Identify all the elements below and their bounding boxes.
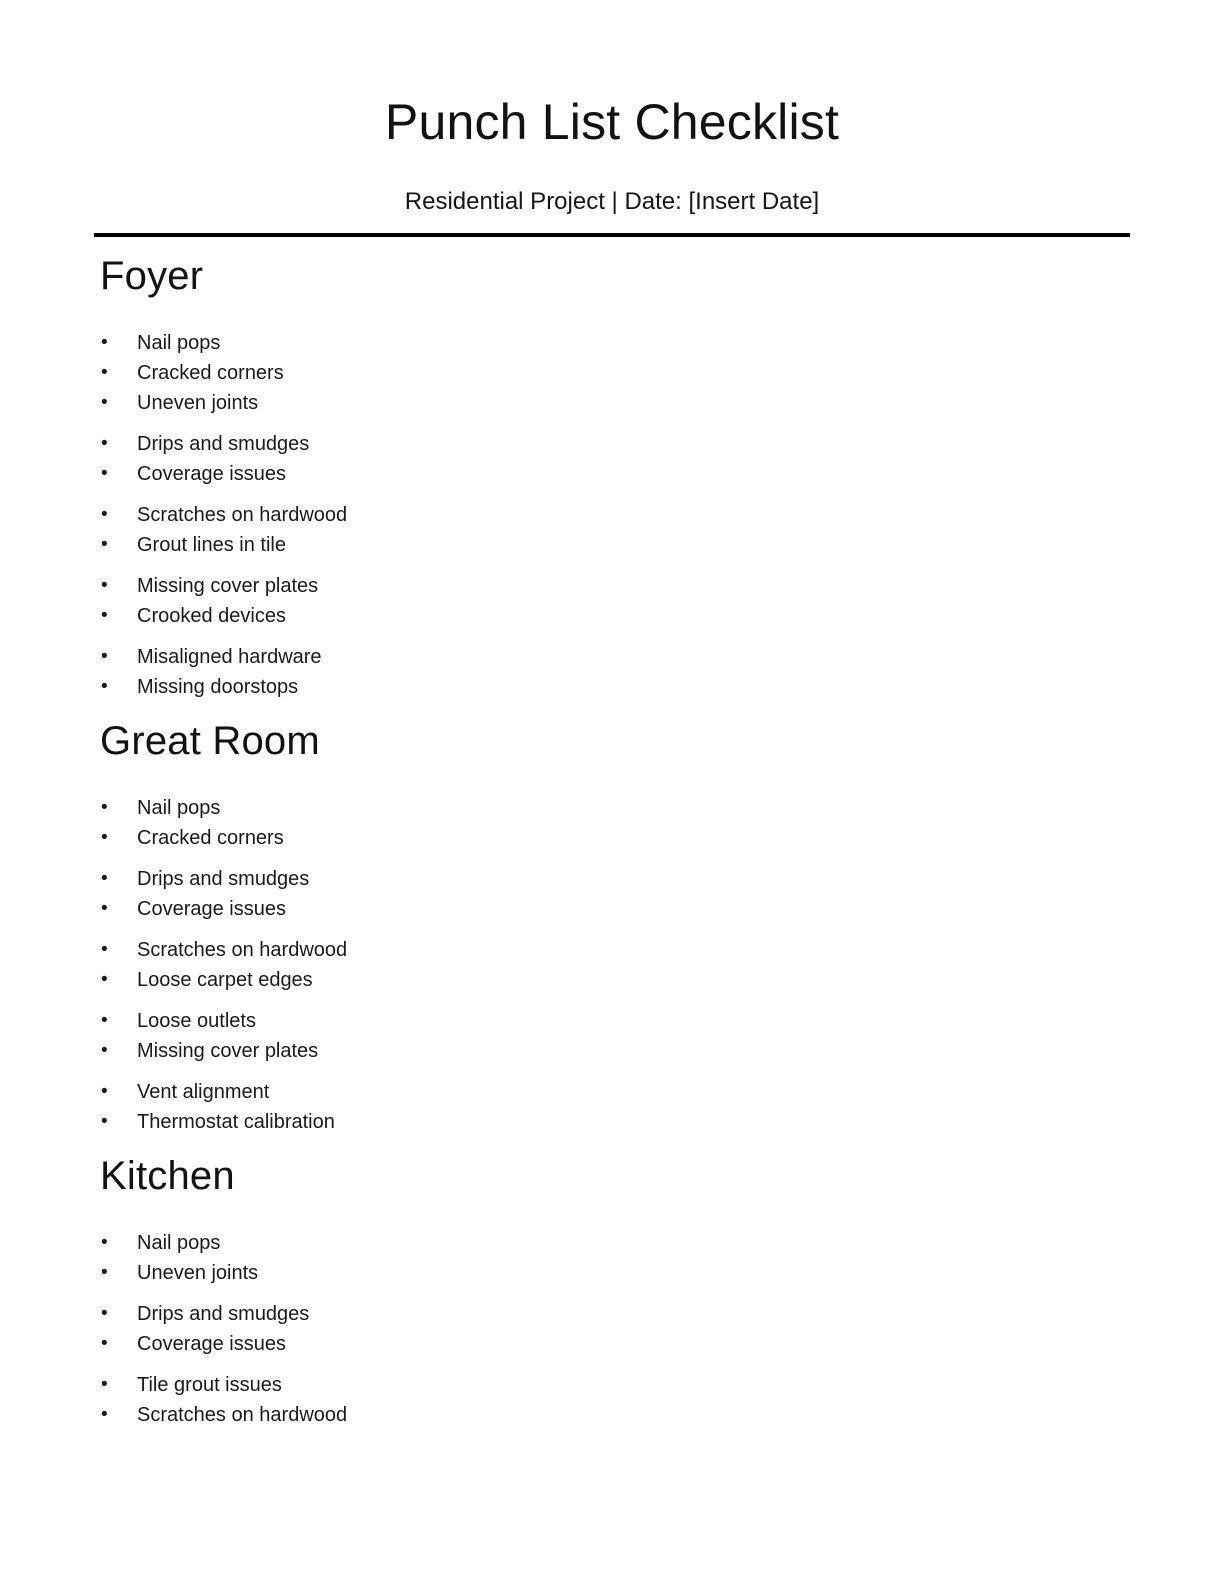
bullet-icon: •: [101, 939, 108, 960]
bullet-icon: •: [101, 392, 108, 413]
checklist-item-label: Coverage issues: [137, 898, 286, 920]
checklist-group: [100, 500, 1124, 560]
checklist-item: [100, 459, 1124, 489]
bullet-icon: •: [101, 1404, 108, 1425]
checklist-item: [100, 328, 1124, 358]
bullet-icon: •: [101, 504, 108, 525]
checklist-item-label: Cracked corners: [137, 362, 284, 384]
bullet-icon: •: [101, 1232, 108, 1253]
checklist-item: [100, 429, 1124, 459]
bullet-icon: •: [101, 868, 108, 889]
bullet-icon: •: [101, 1303, 108, 1324]
document-body: [100, 252, 1124, 1430]
page-title: Punch List Checklist: [384, 94, 840, 150]
checklist-item: [100, 672, 1124, 702]
checklist-group: [100, 864, 1124, 924]
checklist-item-label: Nail pops: [137, 1232, 221, 1254]
section: [100, 252, 1124, 702]
section-heading-foyer: Foyer: [100, 254, 204, 298]
checklist-item: [100, 965, 1124, 995]
bullet-icon: •: [101, 463, 108, 484]
checklist-item-label: Uneven joints: [137, 1262, 259, 1284]
section: [100, 1152, 1124, 1430]
checklist-item-label: Missing cover plates: [137, 575, 319, 597]
checklist-item: [100, 571, 1124, 601]
section-groups: [100, 793, 1124, 1137]
checklist-item: [100, 601, 1124, 631]
checklist-group: [100, 1299, 1124, 1359]
checklist-item-label: Thermostat calibration: [137, 1111, 335, 1133]
checklist-item: [100, 1329, 1124, 1359]
checklist-item: [100, 358, 1124, 388]
checklist-item-label: Nail pops: [137, 797, 221, 819]
checklist-item: [100, 823, 1124, 853]
checklist-item: [100, 500, 1124, 530]
checklist-item: [100, 1370, 1124, 1400]
checklist-item-label: Loose carpet edges: [137, 969, 313, 991]
bullet-icon: •: [101, 534, 108, 555]
checklist-group: [100, 793, 1124, 853]
checklist-item: [100, 388, 1124, 418]
bullet-icon: •: [101, 797, 108, 818]
bullet-icon: •: [101, 332, 108, 353]
checklist-item-label: Scratches on hardwood: [137, 504, 348, 526]
bullet-icon: •: [101, 1262, 108, 1283]
checklist-item-label: Misaligned hardware: [137, 646, 322, 668]
bullet-icon: •: [101, 605, 108, 626]
checklist-group: [100, 642, 1124, 702]
bullet-icon: •: [101, 898, 108, 919]
checklist-item-label: Missing doorstops: [137, 676, 299, 698]
bullet-icon: •: [101, 362, 108, 383]
checklist-item: [100, 1228, 1124, 1258]
bullet-icon: •: [101, 433, 108, 454]
document-subtitle: Residential Project | Date: [Insert Date]: [404, 188, 820, 215]
checklist-item-label: Drips and smudges: [137, 868, 310, 890]
checklist-item-label: Grout lines in tile: [137, 534, 286, 556]
bullet-icon: •: [101, 646, 108, 667]
bullet-icon: •: [101, 1333, 108, 1354]
checklist-group: [100, 429, 1124, 489]
checklist-item-label: Scratches on hardwood: [137, 939, 348, 961]
checklist-item: [100, 1006, 1124, 1036]
checklist-item-label: Coverage issues: [137, 463, 286, 485]
header-divider: [94, 233, 1130, 237]
checklist-item: [100, 864, 1124, 894]
section: [100, 717, 1124, 1137]
checklist-item-label: Uneven joints: [137, 392, 259, 414]
checklist-item: [100, 935, 1124, 965]
checklist-group: [100, 1370, 1124, 1430]
checklist-item-label: Vent alignment: [137, 1081, 270, 1103]
checklist-group: [100, 571, 1124, 631]
checklist-group: [100, 328, 1124, 418]
checklist-item-label: Crooked devices: [137, 605, 286, 627]
checklist-item-label: Scratches on hardwood: [137, 1404, 348, 1426]
checklist-group: [100, 1006, 1124, 1066]
checklist-item: [100, 1258, 1124, 1288]
checklist-group: [100, 1228, 1124, 1288]
checklist-item: [100, 642, 1124, 672]
checklist-item-label: Missing cover plates: [137, 1040, 319, 1062]
checklist-item: [100, 1107, 1124, 1137]
checklist-item: [100, 1400, 1124, 1430]
section-groups: [100, 328, 1124, 702]
bullet-icon: •: [101, 1111, 108, 1132]
checklist-item: [100, 1077, 1124, 1107]
section-heading-great-room: Great Room: [100, 719, 320, 763]
section-heading-kitchen: Kitchen: [100, 1154, 235, 1198]
checklist-item: [100, 1036, 1124, 1066]
checklist-item: [100, 1299, 1124, 1329]
section-groups: [100, 1228, 1124, 1430]
bullet-icon: •: [101, 1081, 108, 1102]
bullet-icon: •: [101, 575, 108, 596]
bullet-icon: •: [101, 1040, 108, 1061]
bullet-icon: •: [101, 827, 108, 848]
checklist-item: [100, 530, 1124, 560]
checklist-item-label: Drips and smudges: [137, 433, 310, 455]
checklist-item: [100, 894, 1124, 924]
checklist-item-label: Tile grout issues: [137, 1374, 282, 1396]
checklist-group: [100, 935, 1124, 995]
checklist-item-label: Cracked corners: [137, 827, 284, 849]
document-header: [100, 93, 1124, 237]
bullet-icon: •: [101, 1374, 108, 1395]
checklist-item-label: Drips and smudges: [137, 1303, 310, 1325]
bullet-icon: •: [101, 1010, 108, 1031]
checklist-item-label: Coverage issues: [137, 1333, 286, 1355]
checklist-group: [100, 1077, 1124, 1137]
checklist-item: [100, 793, 1124, 823]
bullet-icon: •: [101, 969, 108, 990]
checklist-item-label: Nail pops: [137, 332, 221, 354]
checklist-item-label: Loose outlets: [137, 1010, 256, 1032]
bullet-icon: •: [101, 676, 108, 697]
